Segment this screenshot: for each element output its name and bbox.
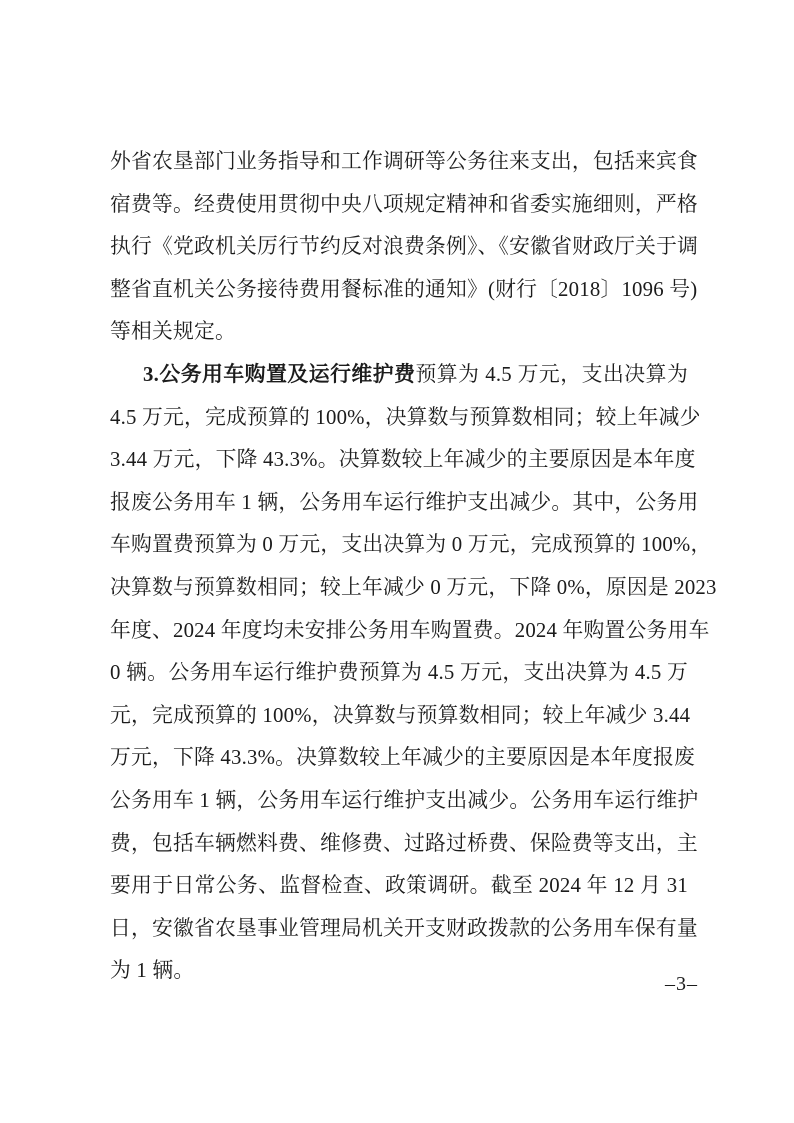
paragraph1-line-3: 执行《党政机关厉行节约反对浪费条例》、《安徽省财政厅关于调 [110, 235, 699, 259]
document-body [110, 141, 717, 993]
paragraph2-line-12: 费，包括车辆燃料费、维修费、过路过桥费、保险费等支出，主 [110, 831, 698, 855]
paragraph2-line-15: 为 1 辆。 [110, 959, 195, 983]
paragraph1-line-4: 整省直机关公务接待费用餐标准的通知》(财行〔2018〕1096 号) [110, 277, 698, 301]
paragraph2-line-14: 日，安徽省农垦事业管理局机关开支财政拨款的公务用车保有量 [110, 916, 698, 940]
paragraph2-line-11: 公务用车 1 辆，公务用车运行维护支出减少。公务用车运行维护 [110, 788, 699, 812]
paragraph2-line-4: 报废公务用车 1 辆，公务用车运行维护支出减少。其中，公务用 [110, 490, 699, 514]
paragraph2-line-10: 万元，下降 43.3%。决算数较上年减少的主要原因是本年度报废 [110, 746, 696, 770]
paragraph2-line-5: 车购置费预算为 0 万元，支出决算为 0 万元，完成预算的 100%， [110, 533, 712, 557]
paragraph1-line-5: 等相关规定。 [110, 320, 236, 344]
paragraph2-line-2: 4.5 万元，完成预算的 100%，决算数与预算数相同；较上年减少 [110, 405, 701, 429]
paragraph2-line-7: 年度、2024 年度均未安排公务用车购置费。2024 年购置公务用车 [110, 618, 710, 642]
paragraph1-line-2: 宿费等。经费使用贯彻中央八项规定精神和省委实施细则，严格 [110, 192, 698, 216]
paragraph2-line-8: 0 辆。公务用车运行维护费预算为 4.5 万元，支出决算为 4.5 万 [110, 661, 688, 685]
paragraph1-line-1: 外省农垦部门业务指导和工作调研等公务往来支出，包括来宾食 [110, 150, 698, 173]
paragraph2-heading: 3.公务用车购置及运行维护费 [143, 362, 416, 386]
paragraph2-line-1 [110, 354, 688, 397]
paragraph2-line-9: 元，完成预算的 100%，决算数与预算数相同；较上年减少 3.44 [110, 703, 691, 727]
paragraph2-line-6: 决算数与预算数相同；较上年减少 0 万元，下降 0%，原因是 2023 [110, 575, 717, 599]
paragraph2-line-13: 要用于日常公务、监督检查、政策调研。截至 2024 年 12 月 31 [110, 874, 688, 898]
page-number: –3– [665, 973, 698, 995]
paragraph2-line-3: 3.44 万元，下降 43.3%。决算数较上年减少的主要原因是本年度 [110, 448, 696, 472]
paragraph2-line-1-rest: 预算为 4.5 万元，支出决算为 [415, 362, 688, 386]
